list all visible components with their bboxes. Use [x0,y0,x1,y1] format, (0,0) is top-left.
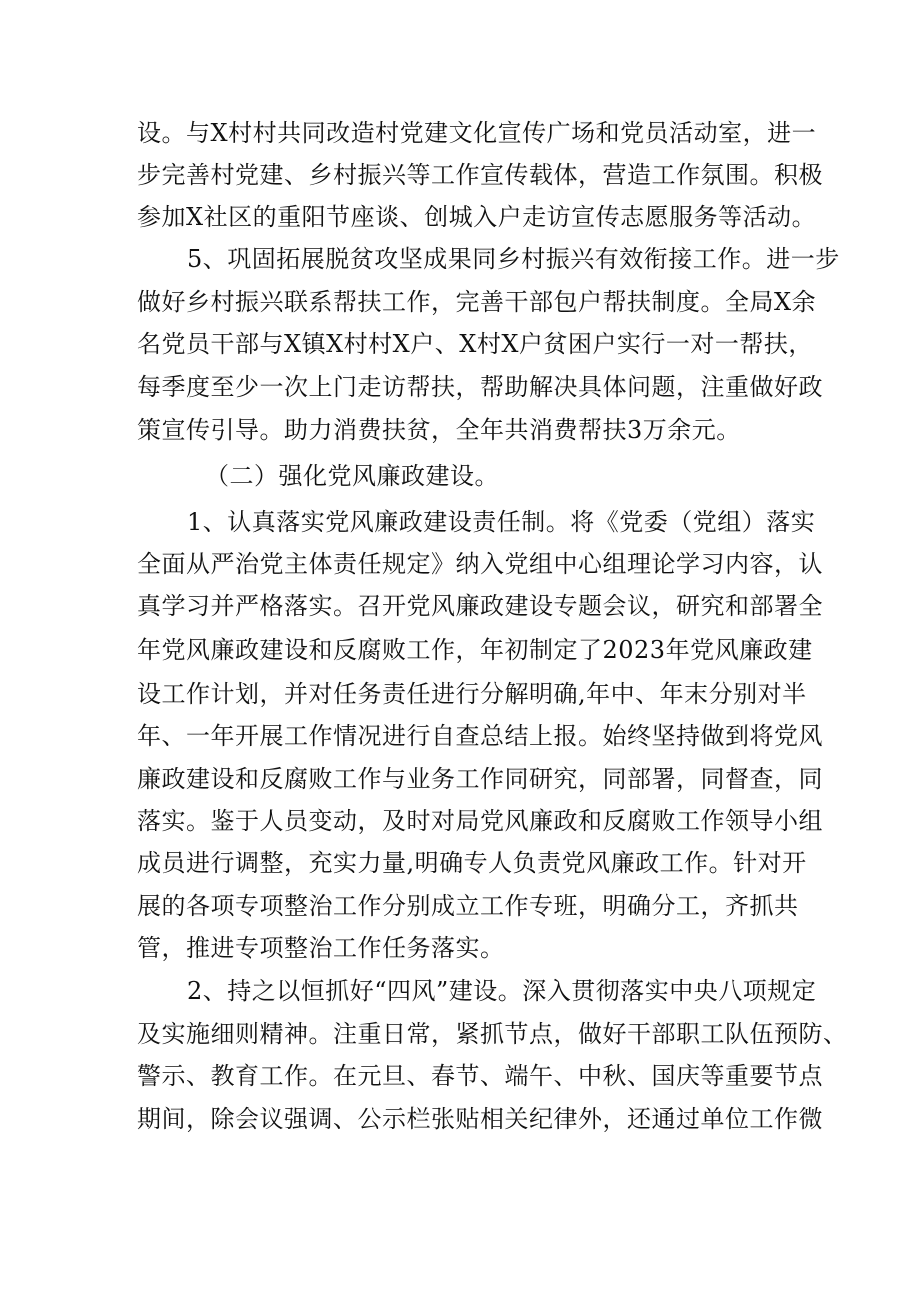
text-line-16: 廉政建设和反腐败工作与业务工作同研究，同部署，同督查，同 [137,765,823,793]
text-line-24: 期间，除会议强调、公示栏张贴相关纪律外，还通过单位工作微 [137,1105,823,1133]
text-line-22: 及实施细则精神。注重日常，紧抓节点，做好干部职工队伍预防、 [137,1020,848,1048]
text-line-4: 5、巩固拓展脱贫攻坚成果同乡村振兴有效衔接工作。进一步 [187,245,840,273]
text-line-21: 2、持之以恒抓好“四风”建设。深入贯彻落实中央八项规定 [187,977,817,1005]
text-line-5: 做好乡村振兴联系帮扶工作，完善干部包户帮扶制度。全局X余 [137,288,817,316]
text-line-13: 年党风廉政建设和反腐败工作，年初制定了2023年党风廉政建 [137,636,813,664]
text-line-8: 策宣传引导。助力消费扶贫，全年共消费帮扶3万余元。 [137,416,741,444]
text-line-18: 成员进行调整，充实力量,明确专人负责党风廉政工作。针对开 [137,849,807,877]
text-line-6: 名党员干部与X镇X村村X户、X村X户贫困户实行一对一帮扶， [137,330,813,358]
text-line-10: 1、认真落实党风廉政建设责任制。将《党委（党组）落实 [187,508,816,536]
text-line-17: 落实。鉴于人员变动，及时对局党风廉政和反腐败工作领导小组 [137,807,823,835]
text-line-7: 每季度至少一次上门走访帮扶，帮助解决具体问题，注重做好政 [137,373,823,401]
text-line-2: 步完善村党建、乡村振兴等工作宣传载体，营造工作氛围。积极 [137,161,823,189]
text-line-14: 设工作计划，并对任务责任进行分解明确,年中、年末分别对半 [137,680,807,708]
text-line-3: 参加X社区的重阳节座谈、创城入户走访宣传志愿服务等活动。 [137,203,817,231]
text-line-23: 警示、教育工作。在元旦、春节、端午、中秋、国庆等重要节点 [137,1062,823,1090]
text-line-11: 全面从严治党主体责任规定》纳入党组中心组理论学习内容，认 [137,550,823,578]
text-line-1: 设。与X村村共同改造村党建文化宣传广场和党员活动室，进一 [137,119,817,147]
text-line-19: 展的各项专项整治工作分别成立工作专班，明确分工，齐抓共 [137,892,799,920]
text-line-20: 管，推进专项整治工作任务落实。 [137,934,505,962]
section-heading: （二）强化党风廉政建设。 [205,462,499,490]
text-line-15: 年、一年开展工作情况进行自查总结上报。始终坚持做到将党风 [137,722,823,750]
text-line-12: 真学习并严格落实。召开党风廉政建设专题会议，研究和部署全 [137,592,823,620]
